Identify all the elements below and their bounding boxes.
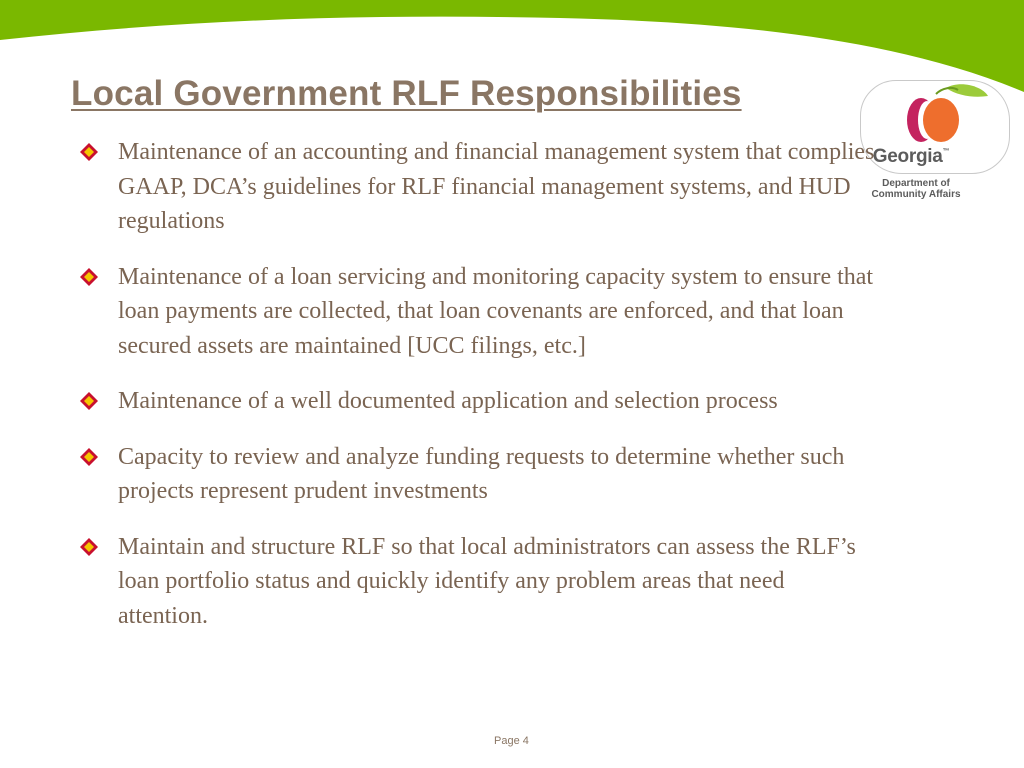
bullet-text: Maintenance of an accounting and financial management system that complies GAAP, DCA’s guidelines for RLF financial management systems, and HUD regulations (118, 139, 875, 234)
diamond-bullet-icon (80, 448, 98, 466)
peach-logo-icon (878, 82, 988, 148)
list-item (80, 530, 880, 634)
diamond-bullet-icon (80, 392, 98, 410)
diamond-bullet-icon (80, 538, 98, 556)
bullet-text: Maintenance of a well documented application and selection process (118, 388, 778, 414)
logo-subtitle-line-1: Department of (882, 178, 950, 189)
list-item (80, 135, 880, 239)
list-item (80, 384, 880, 419)
list-item (80, 440, 880, 509)
page-number: Page 4 (494, 735, 529, 747)
georgia-dca-logo (858, 80, 1010, 204)
bullet-list (80, 135, 880, 654)
logo-wordmark: Georgia™ (872, 146, 950, 167)
slide-title: Local Government RLF Responsibilities (71, 74, 742, 113)
bullet-text: Maintain and structure RLF so that local administrators can assess the RLF’s loan portfolio status and quickly identify any problem areas that need attention. (118, 533, 856, 629)
diamond-bullet-icon (80, 143, 98, 161)
list-item (80, 260, 880, 364)
logo-subtitle-line-2: Community Affairs (871, 189, 961, 200)
bullet-text: Capacity to review and analyze funding requests to determine whether such projects represent prudent investments (118, 443, 845, 504)
diamond-bullet-icon (80, 268, 98, 286)
bullet-text: Maintenance of a loan servicing and monitoring capacity system to ensure that loan payments are collected, that loan covenants are enforced, and that loan secured assets are maintained [UCC filings, etc.] (118, 263, 874, 359)
